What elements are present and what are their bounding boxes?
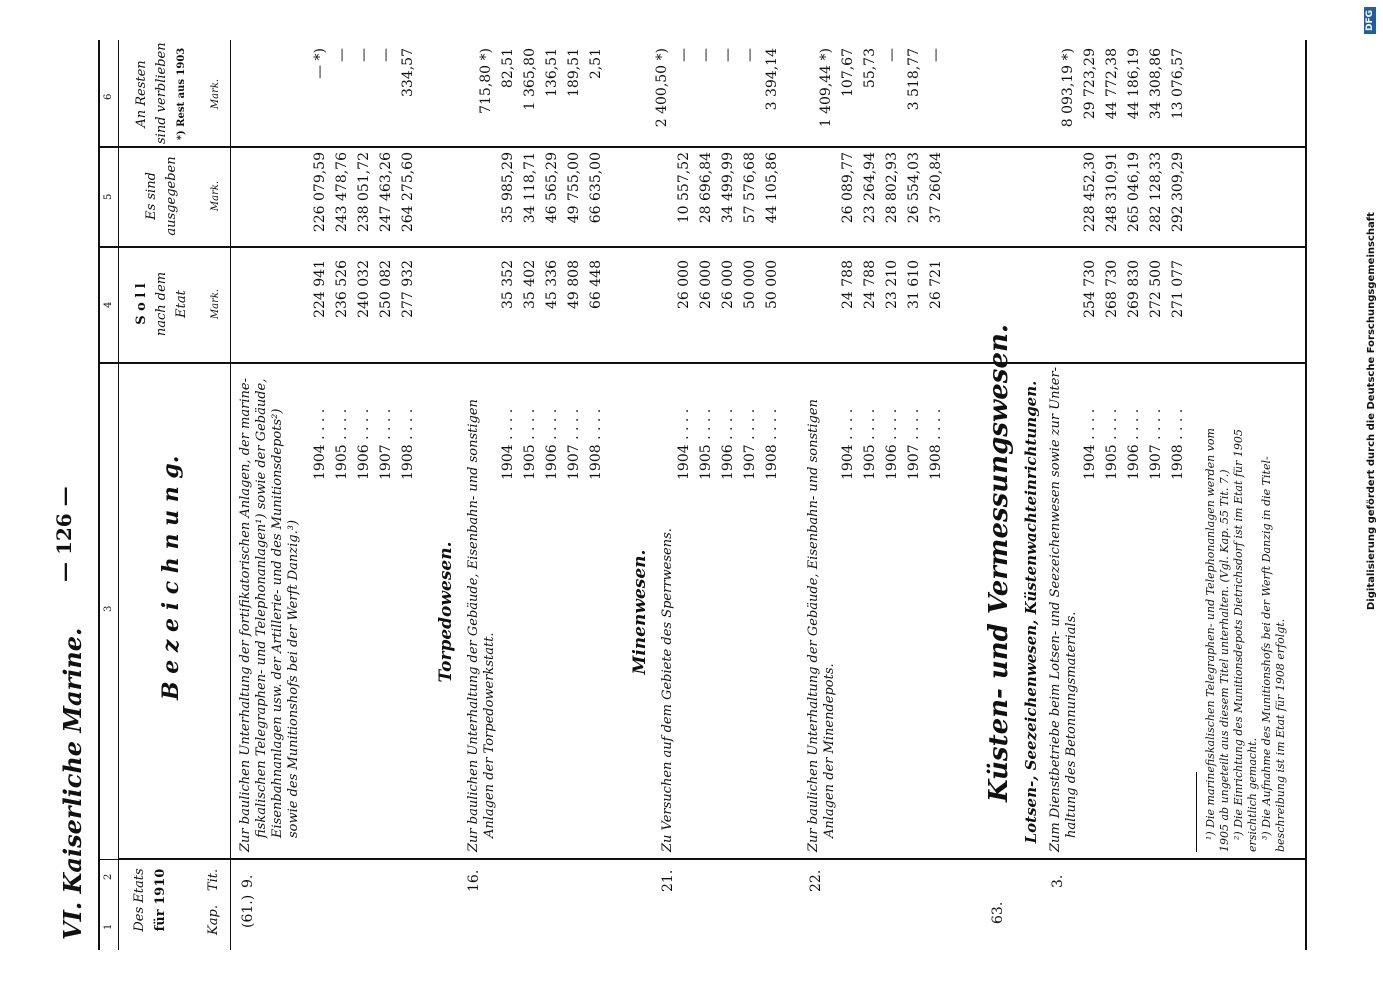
ausgegeben-value: 66 635,00 bbox=[588, 152, 604, 224]
rest-value: — bbox=[928, 48, 944, 62]
header-etat: Etat bbox=[174, 290, 189, 318]
year-row: 1908 . . . . bbox=[764, 408, 780, 480]
rest-value: 29 723,29 bbox=[1082, 48, 1098, 120]
footnote-rule bbox=[1196, 772, 1197, 852]
header-bottom-rule bbox=[230, 40, 231, 950]
soll-value: 224 941 bbox=[312, 260, 328, 318]
header-mark-4: Mark. bbox=[210, 288, 221, 320]
ausgegeben-value: 28 802,93 bbox=[884, 152, 900, 224]
heading-torpedowesen: Torpedowesen. bbox=[436, 541, 456, 683]
ausgegeben-value: 265 046,19 bbox=[1126, 152, 1142, 233]
text-line: fiskalischen Telegraphen- und Telephonanlagen¹) sowie der Gebäude, bbox=[254, 378, 269, 838]
header-nach-dem: nach dem bbox=[154, 271, 169, 337]
ausgegeben-value: 228 452,30 bbox=[1082, 152, 1098, 233]
year-row: 1907 . . . . bbox=[906, 408, 922, 480]
heading-minenwesen: Minenwesen. bbox=[630, 549, 650, 675]
year-row: 1906 . . . . bbox=[720, 408, 736, 480]
year-row: 1906 . . . . bbox=[1126, 408, 1142, 480]
header-des-etats: Des Etats bbox=[132, 868, 147, 932]
header-tit: Tit. bbox=[206, 868, 221, 892]
ausgegeben-value: 34 499,99 bbox=[720, 152, 736, 224]
year-row: 1904 . . . . bbox=[500, 408, 516, 480]
soll-value: 45 336 bbox=[544, 260, 560, 309]
column-number-4: 4 bbox=[103, 301, 114, 308]
year-row: 1905 . . . . bbox=[334, 408, 350, 480]
soll-value: 277 932 bbox=[400, 260, 416, 318]
tit-22: 22. bbox=[808, 869, 824, 892]
text-line: Zu Versuchen auf dem Gebiete des Sperrwesens. bbox=[660, 528, 675, 852]
footnote-line: beschreibung ist im Etat für 1908 erfolgt. bbox=[1274, 618, 1287, 852]
rest-value: 34 308,86 bbox=[1148, 48, 1164, 120]
rest-value: 334,57 bbox=[400, 48, 416, 97]
text-line: Zur baulichen Unterhaltung der Gebäude, Eisenbahn- und sonstigen bbox=[466, 399, 481, 852]
rest-value: — *) bbox=[312, 48, 328, 79]
ausgegeben-value: 34 118,71 bbox=[522, 152, 538, 224]
header-ausgegeben: ausgegeben bbox=[164, 156, 179, 236]
rest-value: — bbox=[378, 48, 394, 62]
rest-value: 13 076,57 bbox=[1170, 48, 1186, 120]
rest-value: — bbox=[356, 48, 372, 62]
table-top-rule bbox=[98, 40, 100, 950]
rest-value: — bbox=[698, 48, 714, 62]
header-fuer-1910: für 1910 bbox=[153, 868, 168, 932]
rest-value: 82,51 bbox=[500, 48, 516, 89]
year-row: 1907 . . . . bbox=[566, 408, 582, 480]
year-row: 1908 . . . . bbox=[1170, 408, 1186, 480]
soll-value: 31 610 bbox=[906, 260, 922, 309]
rest-value: 107,67 bbox=[840, 48, 856, 97]
text-line: Zum Dienstbetriebe beim Lotsen- und Seezeichenwesen sowie zur Unter- bbox=[1048, 366, 1063, 852]
year-row: 1904 . . . . bbox=[1082, 408, 1098, 480]
soll-value: 250 082 bbox=[378, 260, 394, 318]
text-line: Anlagen der Minendepots. bbox=[822, 663, 837, 838]
soll-value: 24 788 bbox=[862, 260, 878, 309]
soll-value: 50 000 bbox=[742, 260, 758, 309]
rest-value: 1 409,44 *) bbox=[818, 48, 834, 128]
col-divider-5 bbox=[98, 146, 1305, 148]
ausgegeben-value: 238 051,72 bbox=[356, 152, 372, 233]
soll-value: 26 721 bbox=[928, 260, 944, 309]
year-row: 1907 . . . . bbox=[742, 408, 758, 480]
soll-value: 49 808 bbox=[566, 260, 582, 309]
header-kap: Kap. bbox=[206, 905, 221, 935]
ausgegeben-value: 23 264,94 bbox=[862, 152, 878, 224]
ausgegeben-value: 26 089,77 bbox=[840, 152, 856, 224]
footnote-line: 1905 ab ungeteilt aus diesem Titel unterhalten. (Vgl. Kap. 55 Tit. 7.) bbox=[1218, 469, 1231, 852]
soll-value: 269 830 bbox=[1126, 260, 1142, 318]
column-number-2: 2 bbox=[103, 873, 114, 880]
tit-16: 16. bbox=[466, 869, 482, 892]
rest-value: 136,51 bbox=[544, 48, 560, 97]
ausgegeben-value: 26 554,03 bbox=[906, 152, 922, 224]
soll-value: 236 526 bbox=[334, 260, 350, 318]
tit-3: 3. bbox=[1050, 874, 1066, 888]
col-divider-3 bbox=[98, 362, 1305, 364]
soll-value: 26 000 bbox=[698, 260, 714, 309]
rest-value: — bbox=[720, 48, 736, 62]
year-row: 1907 . . . . bbox=[1148, 408, 1164, 480]
rest-value: 8 093,19 *) bbox=[1060, 48, 1076, 128]
header-soll: S o l l bbox=[134, 283, 149, 325]
page-number: — 126 — bbox=[52, 486, 76, 582]
tit-21: 21. bbox=[660, 869, 676, 892]
rest-value: 2,51 bbox=[588, 48, 604, 80]
year-row: 1905 . . . . bbox=[862, 408, 878, 480]
text-line: Zur baulichen Unterhaltung der fortifikatorischen Anlagen, der marine- bbox=[238, 378, 253, 852]
text-line: Zur baulichen Unterhaltung der Gebäude, Eisenbahn- und sonstigen bbox=[806, 399, 821, 852]
ausgegeben-value: 264 275,60 bbox=[400, 152, 416, 233]
ausgegeben-value: 28 696,84 bbox=[698, 152, 714, 224]
ausgegeben-value: 248 310,91 bbox=[1104, 152, 1120, 233]
text-line: Eisenbahnanlagen usw. der Artillerie- und des Munitionsdepots²) bbox=[270, 408, 285, 838]
rest-value: 55,73 bbox=[862, 48, 878, 89]
ausgegeben-value: 57 576,68 bbox=[742, 152, 758, 224]
rest-value: — bbox=[676, 48, 692, 62]
header-sind-verblieben: sind verblieben bbox=[154, 42, 169, 144]
rest-value: 1 365,80 bbox=[522, 48, 538, 111]
ausgegeben-value: 35 985,29 bbox=[500, 152, 516, 224]
text-line: haltung des Betonnungsmaterials. bbox=[1064, 611, 1079, 838]
header-bezeichnung: B e z e i c h n u n g. bbox=[158, 455, 184, 700]
header-rest-note: *) Rest aus 1903 bbox=[176, 47, 187, 141]
ausgegeben-value: 292 309,29 bbox=[1170, 152, 1186, 233]
header-an-resten: An Resten bbox=[134, 60, 149, 128]
tit-9: 9. bbox=[240, 874, 256, 888]
year-row: 1908 . . . . bbox=[928, 408, 944, 480]
table-bottom-rule bbox=[1305, 40, 1307, 950]
rest-value: — bbox=[884, 48, 900, 62]
soll-value: 268 730 bbox=[1104, 260, 1120, 318]
year-row: 1904 . . . . bbox=[312, 408, 328, 480]
year-row: 1905 . . . . bbox=[1104, 408, 1120, 480]
heading-kuesten-vermessungswesen: Küsten- und Vermessungswesen. bbox=[984, 324, 1014, 802]
header-mark-5: Mark. bbox=[210, 180, 221, 212]
soll-value: 271 077 bbox=[1170, 260, 1186, 318]
column-number-3: 3 bbox=[103, 605, 114, 612]
section-title: VI. Kaiserliche Marine. bbox=[58, 627, 87, 940]
ausgegeben-value: 243 478,76 bbox=[334, 152, 350, 233]
rest-value: 189,51 bbox=[566, 48, 582, 97]
ausgegeben-value: 10 557,52 bbox=[676, 152, 692, 224]
ausgegeben-value: 46 565,29 bbox=[544, 152, 560, 224]
soll-value: 272 500 bbox=[1148, 260, 1164, 318]
year-row: 1908 . . . . bbox=[588, 408, 604, 480]
column-number-1: 1 bbox=[103, 923, 114, 930]
year-row: 1905 . . . . bbox=[698, 408, 714, 480]
year-row: 1906 . . . . bbox=[544, 408, 560, 480]
col-divider-2 bbox=[118, 858, 1305, 860]
soll-value: 26 000 bbox=[676, 260, 692, 309]
year-row: 1906 . . . . bbox=[356, 408, 372, 480]
ausgegeben-value: 44 105,86 bbox=[764, 152, 780, 224]
year-row: 1908 . . . . bbox=[400, 408, 416, 480]
rest-value: — bbox=[334, 48, 350, 62]
soll-value: 66 448 bbox=[588, 260, 604, 309]
year-row: 1906 . . . . bbox=[884, 408, 900, 480]
footnote-line: ersichtlich gemacht. bbox=[1246, 737, 1259, 852]
soll-value: 23 210 bbox=[884, 260, 900, 309]
footnote-line: ¹) Die marinefiskalischen Telegraphen- und Telephonanlagen werden vom bbox=[1204, 428, 1217, 840]
rest-value: — bbox=[742, 48, 758, 62]
digitization-note: Digitalisierung gefördert durch die Deutsche Forschungsgemeinschaft bbox=[1366, 212, 1377, 610]
rest-value: 2 400,50 *) bbox=[654, 48, 670, 128]
rest-value: 44 186,19 bbox=[1126, 48, 1142, 120]
rest-value: 44 772,38 bbox=[1104, 48, 1120, 120]
soll-value: 50 000 bbox=[764, 260, 780, 309]
footnote-line: ³) Die Aufnahme des Munitionshofs bei der Werft Danzig in die Titel- bbox=[1260, 456, 1273, 840]
col-divider-4 bbox=[98, 246, 1305, 248]
year-row: 1907 . . . . bbox=[378, 408, 394, 480]
ausgegeben-value: 49 755,00 bbox=[566, 152, 582, 224]
soll-value: 35 402 bbox=[522, 260, 538, 309]
kap-61: (61.) bbox=[240, 894, 256, 928]
text-line: Anlagen der Torpedowerkstatt. bbox=[482, 632, 497, 838]
subheading-lotsenwesen: Lotsen-, Seezeichenwesen, Küstenwachteinrichtungen. bbox=[1022, 380, 1040, 844]
column-number-6: 6 bbox=[103, 93, 114, 100]
kap-63: 63. bbox=[990, 901, 1006, 924]
year-row: 1905 . . . . bbox=[522, 408, 538, 480]
year-row: 1904 . . . . bbox=[676, 408, 692, 480]
rest-value: 3 518,77 bbox=[906, 48, 922, 111]
header-es-sind: Es sind bbox=[144, 172, 159, 220]
rest-value: 3 394,14 bbox=[764, 48, 780, 111]
column-number-5: 5 bbox=[103, 193, 114, 200]
year-row: 1904 . . . . bbox=[840, 408, 856, 480]
ausgegeben-value: 247 463,26 bbox=[378, 152, 394, 233]
ausgegeben-value: 282 128,33 bbox=[1148, 152, 1164, 233]
soll-value: 26 000 bbox=[720, 260, 736, 309]
header-mark-6: Mark. bbox=[210, 78, 221, 110]
rest-value: 715,80 *) bbox=[478, 48, 494, 114]
footnote-line: ²) Die Einrichtung des Munitionsdepots Dietrichsdorf ist im Etat für 1905 bbox=[1232, 429, 1245, 840]
soll-value: 35 352 bbox=[500, 260, 516, 309]
text-line: sowie des Munitionshofs bei der Werft Danzig.³) bbox=[286, 519, 301, 838]
soll-value: 240 032 bbox=[356, 260, 372, 318]
dfg-logo: DFG bbox=[1364, 7, 1376, 34]
soll-value: 254 730 bbox=[1082, 260, 1098, 318]
table-header-rule bbox=[118, 40, 119, 950]
soll-value: 24 788 bbox=[840, 260, 856, 309]
ausgegeben-value: 37 260,84 bbox=[928, 152, 944, 224]
ausgegeben-value: 226 079,59 bbox=[312, 152, 328, 233]
